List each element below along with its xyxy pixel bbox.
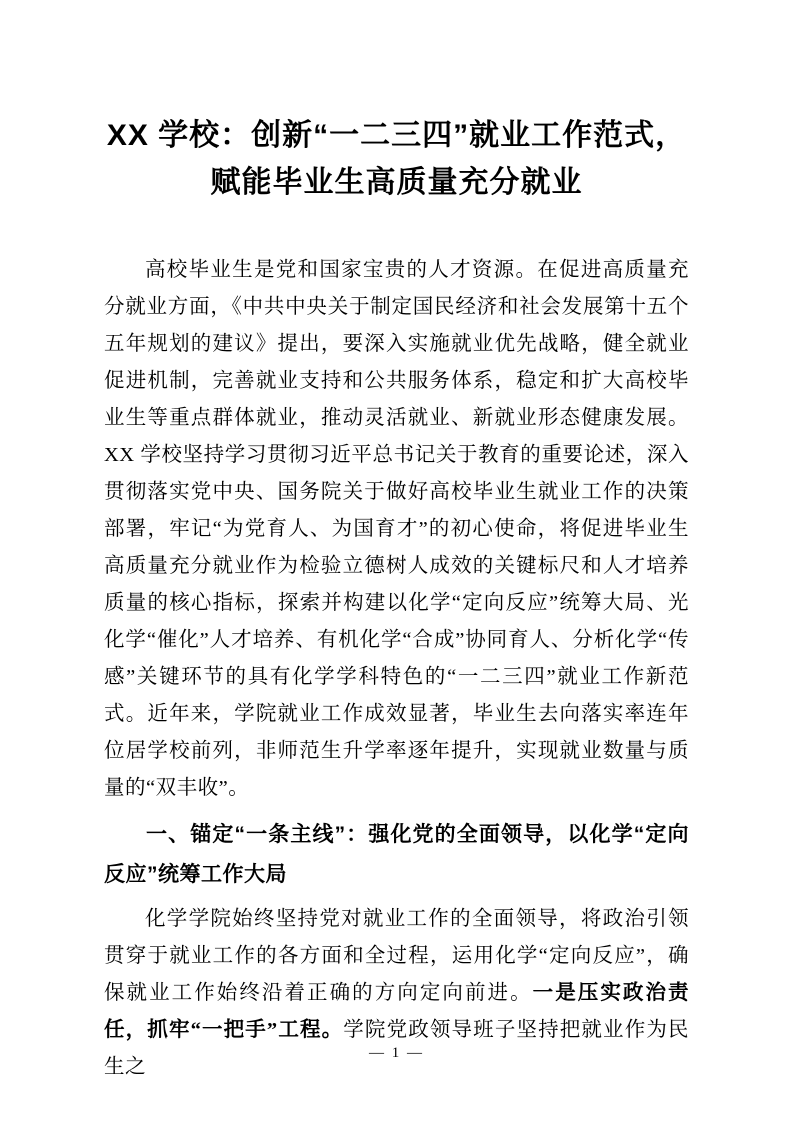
- paragraph-section-one-emphasis: 一是压实政治责任，抓牢“一把手”工程。: [104, 982, 690, 1041]
- paragraph-intro: 高校毕业生是党和国家宝贵的人才资源。在促进高质量充分就业方面，《中共中央关于制定国民经济和社会发展第十五个五年规划的建议》提出，要深入实施就业优先战略，健全就业促进机制，完善就业支持和公共服务体系，稳定和扩大高校毕业生等重点群体就业，推动灵活就业、新就业形态健康发展。XX 学校坚持学习贯彻习近平总书记关于教育的重要论述，深入贯彻落实党中央、国务院关于做好高校毕业生就业工作的决策部署，牢记“为党育人、为国育才”的初心使命，将促进毕业生高质量充分就业作为检验立德树人成效的关键标尺和人才培养质量的核心指标，探索并构建以化学“定向反应”统筹大局、光化学“催化”人才培养、有机化学“合成”协同育人、分析化学“传感”关键环节的具有化学学科特色的“一二三四”就业工作新范式。近年来，学院就业工作成效显著，毕业生去向落实率连年位居学校前列，非师范生升学率逐年提升，实现就业数量与质量的“双丰收”。: [104, 259, 689, 799]
- page-number: — 1 —: [369, 1045, 424, 1061]
- section-heading-one: 一、锚定“一条主线”：强化党的全面领导，以化学“定向反应”统筹工作大局: [104, 823, 689, 886]
- document-title: XX 学校：创新“一二三四”就业工作范式，赋能毕业生高质量充分就业: [106, 119, 687, 199]
- paragraph-section-one-lead: 化学学院始终坚持党对就业工作的全面领导，将政治引领贯穿于就业工作的各方面和全过程，运用化学“定向反应”，确保就业工作始终沿着正确的方向定向前进。: [104, 908, 689, 1004]
- paragraph-section-one-rest: 学院党政领导班子坚持把就业作为民生之: [104, 1019, 690, 1078]
